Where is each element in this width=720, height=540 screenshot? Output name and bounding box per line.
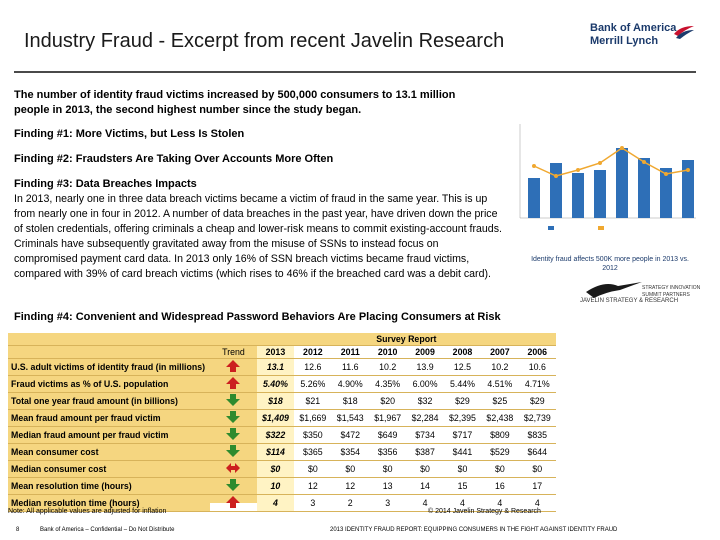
year-header: 2009 [406,345,443,358]
value-cell: $18 [332,392,369,409]
arrow-down-icon [225,393,241,407]
value-cell: 10.2 [481,358,518,375]
value-cell: $1,409 [257,409,294,426]
value-cell: 3 [369,494,406,511]
value-cell: 10.2 [369,358,406,375]
table-row [8,460,556,477]
value-cell: $2,284 [406,409,443,426]
chart-caption: Identity fraud affects 500K more people in 2013 vs. 2012 [531,256,689,272]
trend-cell [210,392,257,409]
row-label: Fraud victims as % of U.S. population [8,375,210,392]
value-cell: 4.71% [519,375,556,392]
row-label: Median consumer cost [8,460,210,477]
bank-logo [590,22,700,58]
value-cell: $1,967 [369,409,406,426]
table-row [8,358,556,375]
copyright: © 2014 Javelin Strategy & Research [428,508,541,515]
value-cell: 13.1 [257,358,294,375]
table-row [8,477,556,494]
value-cell: $387 [406,443,443,460]
fraud-chart-thumbnail [508,118,708,236]
page-title: Industry Fraud - Excerpt from recent Javelin Research [24,30,505,52]
value-cell: $21 [294,392,331,409]
table-row [8,375,556,392]
value-cell: $0 [519,460,556,477]
page-number: 8 [16,527,20,533]
value-cell: $734 [406,426,443,443]
survey-title: Survey Report [257,333,556,345]
value-cell: 5.44% [444,375,481,392]
value-cell: 11.6 [332,358,369,375]
trend-cell [210,375,257,392]
value-cell: $1,669 [294,409,331,426]
finding-2: Finding #2: Fraudsters Are Taking Over Accounts More Often [14,153,334,165]
arrow-up-icon [225,495,241,509]
javelin-summit: STRATEGY INNOVATION SUMMIT PARTNERS [642,285,701,298]
value-cell: 4.90% [332,375,369,392]
value-cell: 14 [406,477,443,494]
value-cell: 4 [257,494,294,511]
intro-text: The number of identity fraud victims increased by 500,000 consumers to 13.1 million people in 2013, the second highest number since the study began. [14,89,456,116]
survey-title-row [8,333,556,345]
value-cell: 13 [369,477,406,494]
table-row [8,409,556,426]
value-cell: 15 [444,477,481,494]
value-cell: 12 [294,477,331,494]
logo-text: Bank of America Merrill Lynch [590,22,677,47]
row-label: U.S. adult victims of identity fraud (in millions) [8,358,210,375]
value-cell: $0 [406,460,443,477]
row-label: Median fraud amount per fraud victim [8,426,210,443]
value-cell: $354 [332,443,369,460]
value-cell: $0 [294,460,331,477]
table-row [8,443,556,460]
value-cell: 4 [406,494,443,511]
value-cell: $0 [481,460,518,477]
arrow-down-icon [225,444,241,458]
value-cell: 4 [444,494,481,511]
table-row [8,426,556,443]
value-cell: $356 [369,443,406,460]
value-cell: 4.51% [481,375,518,392]
year-header: 2008 [444,345,481,358]
row-label: Median resolution time (hours) [8,494,210,511]
value-cell: $472 [332,426,369,443]
value-cell: $365 [294,443,331,460]
footnote: Note: All applicable values are adjusted for inflation [8,508,167,515]
value-cell: 4 [519,494,556,511]
trend-cell [210,477,257,494]
value-cell: $114 [257,443,294,460]
arrow-down-icon [225,410,241,424]
value-cell: $25 [481,392,518,409]
value-cell: 17 [519,477,556,494]
year-header: 2013 [257,345,294,358]
table-row [8,392,556,409]
value-cell: $717 [444,426,481,443]
value-cell: $0 [444,460,481,477]
value-cell: $1,543 [332,409,369,426]
header-row [8,345,556,358]
trend-cell [210,494,257,511]
value-cell: 12 [332,477,369,494]
trend-cell [210,358,257,375]
value-cell: 4 [481,494,518,511]
value-cell: $2,438 [481,409,518,426]
trend-header: Trend [210,345,257,358]
value-cell: 16 [481,477,518,494]
finding-1: Finding #1: More Victims, but Less Is Stolen [14,128,245,140]
value-cell: 2 [332,494,369,511]
year-header: 2010 [369,345,406,358]
value-cell: $18 [257,392,294,409]
value-cell: 13.9 [406,358,443,375]
trend-cell [210,443,257,460]
value-cell: $2,739 [519,409,556,426]
survey-table [8,333,556,508]
report-title: 2013 IDENTITY FRAUD REPORT: EQUIPPING CONSUMERS IN THE FIGHT AGAINST IDENTITY FRAUD [330,527,618,533]
value-cell: $29 [519,392,556,409]
value-cell: 3 [294,494,331,511]
value-cell: $32 [406,392,443,409]
year-header: 2011 [332,345,369,358]
value-cell: $441 [444,443,481,460]
year-header: 2006 [519,345,556,358]
year-header: 2012 [294,345,331,358]
value-cell: 5.40% [257,375,294,392]
arrow-up-icon [225,359,241,373]
value-cell: $529 [481,443,518,460]
flag-icon [672,24,696,40]
value-cell: $322 [257,426,294,443]
finding-3-body: In 2013, nearly one in three data breach victims became a victim of fraud in the same year. This is up from nearly one in four in 2012. A number of data breaches in the past year, have driven down the price of stolen credentials, offering criminals a cheap and lower-risk means to commit existing-account frauds. Criminals have subsequently gravitated away from the misuse of SSNs to instead focus on compromised payment card data. In 2013 only 16% of SSN breach victims became fraud victims, compared with 39% of card breach victims (which rises to 46% if the breached card was a debit card). [14,193,502,280]
value-cell: $644 [519,443,556,460]
value-cell: 12.6 [294,358,331,375]
row-label: Mean resolution time (hours) [8,477,210,494]
javelin-name: JAVELIN STRATEGY & RESEARCH [580,298,679,304]
value-cell: 4.35% [369,375,406,392]
value-cell: $29 [444,392,481,409]
arrow-left-right-icon [225,461,241,475]
finding-4: Finding #4: Convenient and Widespread Password Behaviors Are Placing Consumers at Risk [14,311,501,323]
value-cell: 10 [257,477,294,494]
value-cell: 5.26% [294,375,331,392]
arrow-down-icon [225,427,241,441]
value-cell: 12.5 [444,358,481,375]
value-cell: 6.00% [406,375,443,392]
arrow-up-icon [225,376,241,390]
value-cell: $835 [519,426,556,443]
trend-cell [210,409,257,426]
year-header: 2007 [481,345,518,358]
javelin-logo [580,278,700,308]
finding-3: Finding #3: Data Breaches Impacts [14,178,197,190]
divider [14,71,696,73]
trend-cell [210,460,257,477]
value-cell: $20 [369,392,406,409]
confidential-notice: Bank of America – Confidential – Do Not Distribute [40,527,175,533]
value-cell: 10.6 [519,358,556,375]
value-cell: $649 [369,426,406,443]
value-cell: $0 [332,460,369,477]
row-label: Mean consumer cost [8,443,210,460]
trend-cell [210,426,257,443]
value-cell: $350 [294,426,331,443]
value-cell: $2,395 [444,409,481,426]
row-label: Total one year fraud amount (in billions) [8,392,210,409]
row-label: Mean fraud amount per fraud victim [8,409,210,426]
value-cell: $0 [257,460,294,477]
arrow-down-icon [225,478,241,492]
value-cell: $0 [369,460,406,477]
value-cell: $809 [481,426,518,443]
